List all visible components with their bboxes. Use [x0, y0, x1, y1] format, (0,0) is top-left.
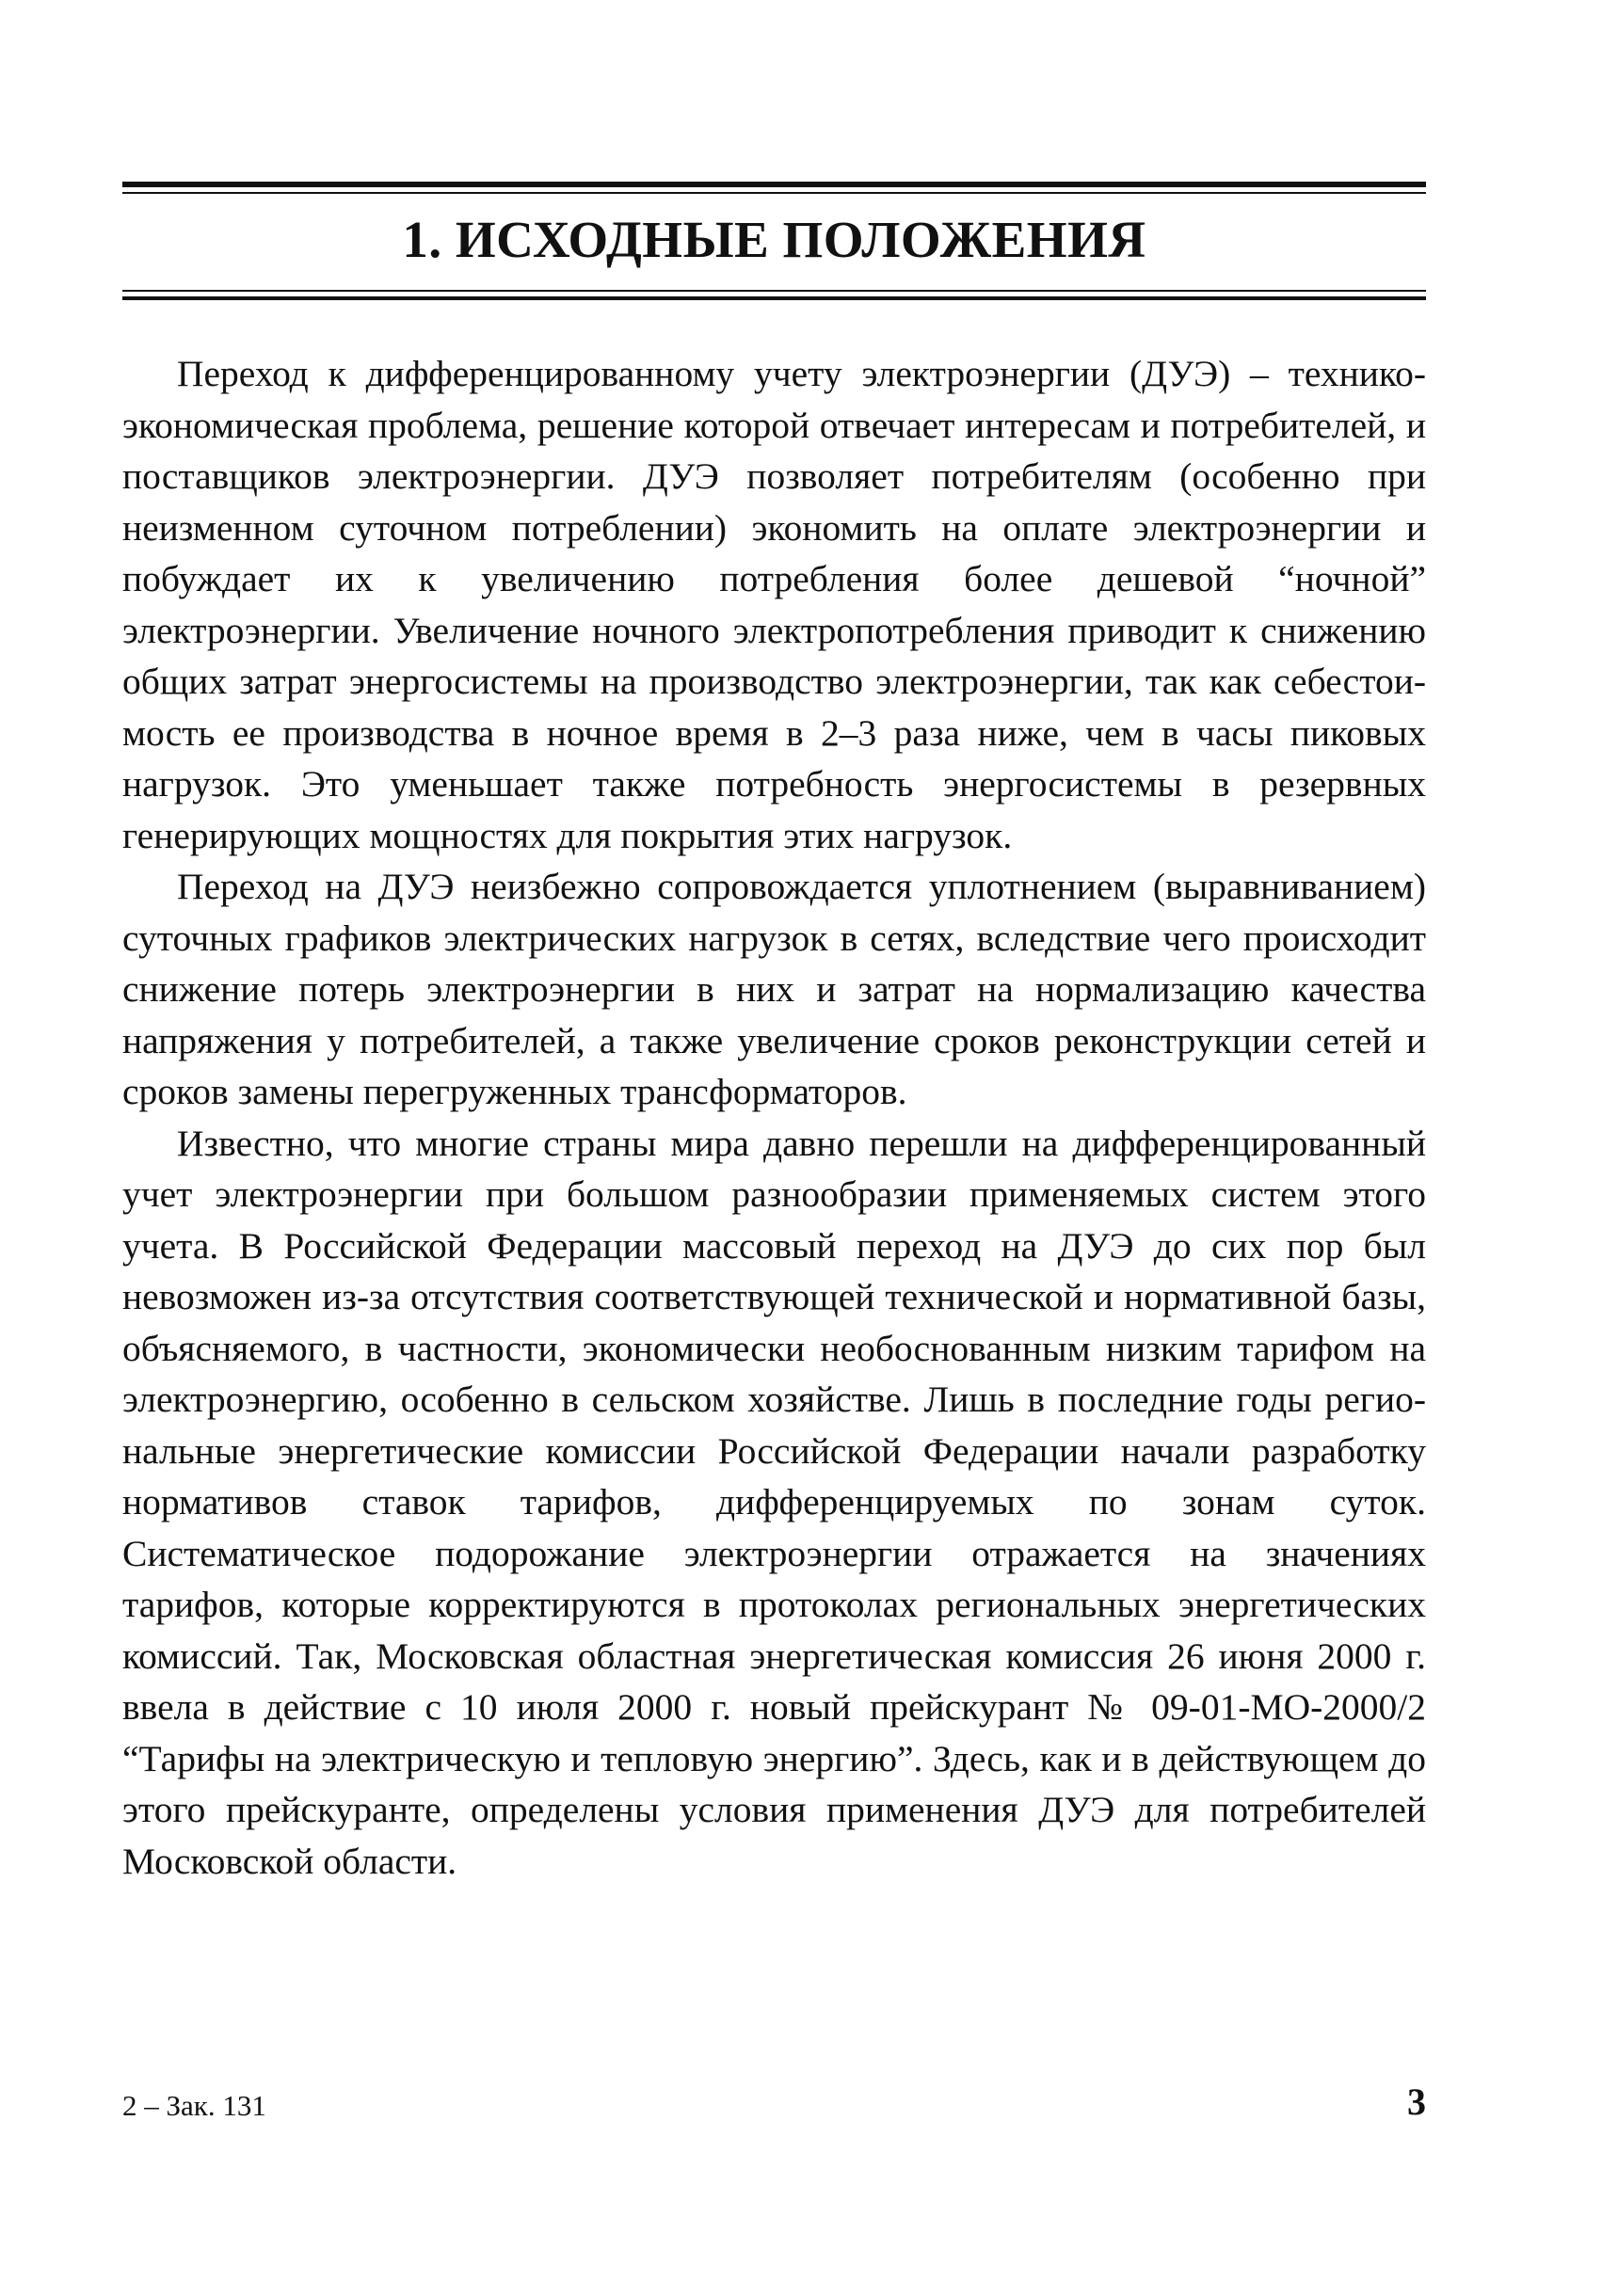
section-heading: 1. ИСХОДНЫЕ ПОЛОЖЕНИЯ: [402, 211, 1146, 268]
heading-bottom-rule-thin: [122, 290, 1426, 292]
page-number: 3: [1407, 2081, 1426, 2123]
heading-top-rule-thin: [122, 192, 1426, 194]
heading-top-rule-thick: [122, 182, 1426, 187]
body-text: [122, 348, 1426, 1887]
paragraph-2: Переход на ДУЭ неизбежно сопровождается уплотнением (выравниванием) суточных графиков электрических нагрузок в сетях, вследствие чего происходит снижение потерь электроэнергии в них и затрат на нормализацию качества напряжения у потребителей, а также увеличение сроков реконструкции сетей и сроков замены перегруженных трансформаторов.: [122, 866, 1426, 1112]
paragraph-1: Переход к дифференцированному учету электроэнергии (ДУЭ) – технико-экономическая проблема, решение которой отвечает интересам и потребителей, и поставщиков электроэнергии. ДУЭ позволяет потребителям (особенно при неизменном суточном потреблении) экономить на оплате электроэнергии и побуждает их к увеличению потребления более дешевой “ночной” электроэнергии. Увеличение ночного электропотребления приводит к снижению общих затрат энергосистемы на производство электроэнергии, так как себестоимость ее производства в ночное время в 2–3 раза ниже, чем в часы пиковых нагрузок. Это уменьшает также потребность энергосистемы в резервных генерирующих мощностях для покрытия этих нагрузок.: [122, 353, 1426, 856]
paragraph-3: Известно, что многие страны мира давно перешли на дифференцированный учет электроэнергии при большом разнообразии применяемых систем этого учета. В Российской Федерации массовый переход на ДУЭ до сих пор был невозможен из-за отсутствия соответствующей технической и нормативной базы, объясняемого, в частности, экономически необоснованным низким тарифом на электроэнергию, особенно в сельском хозяйстве. Лишь в последние годы региональные энергетические комиссии Российской Федерации начали разработку нормативов ставок тарифов, дифференцируемых по зонам суток. Систематическое подорожание электроэнергии отражается на значениях тарифов, которые корректируются в протоколах региональных энергетических комиссий. Так, Московская областная энергетическая комиссия 26 июня 2000 г. ввела в действие с 10 июля 2000 г. новый прейскурант № 09-01-МО-2000/2 “Тарифы на электрическую и тепловую энергию”. Здесь, как и в действующем до этого прейскуранте, определены условия применения ДУЭ для потребителей Московской области.: [122, 1122, 1426, 1882]
printer-signature: 2 – Зак. 131: [122, 2089, 266, 2122]
heading-bottom-rule-thick: [122, 296, 1426, 300]
